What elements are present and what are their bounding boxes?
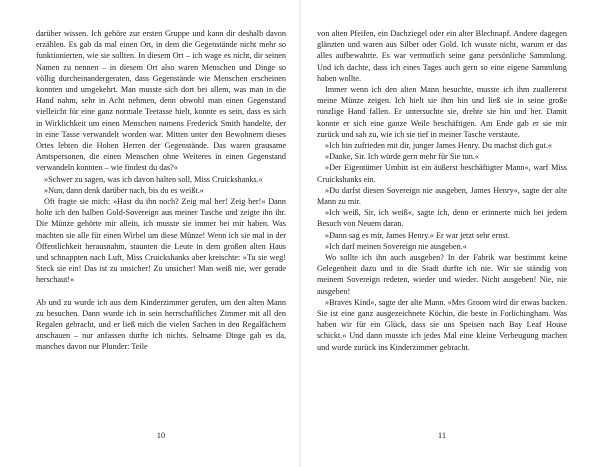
page-number-right: 11 xyxy=(437,430,447,440)
paragraph: Wo sollte ich ihn auch ausgeben? In der Fabrik war bestimmt keine Gelegenheit dazu und in die Stadt durfte ich nie. Wir sie ständig von meinem Sovereign redeten, wieder und wieder. Nicht ausgeben! Nie, nie ausgeben! xyxy=(317,253,567,296)
paragraph: »Dann sag es mir, James Henry.« Er war jetzt sehr ernst. xyxy=(325,230,510,240)
paragraph: Immer wenn ich den alten Mann besuchte, musste ich ihm zuallererst meine Münze zeigen. Ich hielt sie ihm hin und ließ sie in seine große runzlige Hand fallen. Er untersuchte sie, drehte sie hin und her. Damit konnte er sich eine ganze Weile beschäftigen. Am Ende gab er sie mir zurück und sah zu, wie ich sie tief in meiner Tasche verstaute. xyxy=(317,85,567,139)
paragraph: »Der Eigentümer Umbitt ist ein äußerst beschäftigter Mann«, warf Miss Cruickshanks ein. xyxy=(317,163,567,184)
paragraph: von alten Pfeifen, ein Dachziegel oder ein alter Blechnapf. Andere dagegen glänzten und waren aus Silber oder Gold. Ich wusste nicht, warum er das alles aufbewahrte. Es war vermutlich seine ganz persönliche Sammlung. Und ich dachte, dass ich eines Tages auch gern so eine eigene Sammlung haben wollte. xyxy=(317,29,567,83)
paragraph: »Ich darf meinen Sovereign nie ausgeben.« xyxy=(325,241,467,251)
paragraph: darüber wissen. Ich gehöre zur ersten Gruppe und kann dir deshalb davon erzählen. Es gab da mal einen Ort, in dem die Gegenstände nicht mehr so funktionierten, wie sie sollten. In diesem Ort – ich wage es nicht, dir seinen Namen zu nennen – in diesem Ort also waren Menschen und Dinge so völlig durcheinandergeraten, dass Gegenstände wie Menschen erscheinen konnten und umgekehrt. Man musste sich dort bei allem, was man in die Hand nahm, sehr in Acht nehmen, denn obwohl man einen Gegenstand vielleicht für eine ganz normale Teetasse hielt, konnte es sein, dass es sich in Wirklichkeit um einen Menschen namens Frederick Smith handelte, der in eine Tasse verwandelt worden war. Mitten unter den Bewohnern dieses Ortes lebten die Hohen Herren der Gegenstände. Das waren grausame Amtspersonen, die einen Menschen ohne Weiteres in einen Gegenstand verwandeln konnten – wie findest du das?« xyxy=(36,29,286,173)
right-page xyxy=(317,28,567,353)
paragraph: »Braves Kind«, sagte der alte Mann. »Mrs Groom wird dir etwas backen. Sie ist eine ganz ausgezeichnete Köchin, die beste in Forlichingham. Was haben wir für ein Glück, dass sie uns Speisen nach Bay Leaf House schickt.« Und dann musste ich jedes Mal eine kleine Verbeugung machen und wurde zurück ins Kinderzimmer gebracht. xyxy=(317,297,567,352)
book-gutter xyxy=(299,0,301,467)
paragraph: Oft fragte sie mich: »Hast du ihn noch? Zeig mal her! Zeig her!« Dann holte ich den halben Gold-Sovereign aus meiner Tasche und zeigte ihn ihr. Die Münze gehörte mir allein, ich musste sie immer bei mir haben. Was machten sie alle für einen Wirbel um diese Münze! Wenn ich sie mal in der Öffentlichkeit herausnahm, staunten die Leute in dem großen alten Haus und schnappten nach Luft, Miss Cruickshanks aber kreischte: »Tu sie weg! Steck sie ein! Das ist zu unsicher! Zu unsicher! Man weiß nie, wer gerade herschaut!« xyxy=(36,197,286,285)
paragraph: »Ich bin zufrieden mit dir, junger James Henry. Du machst dich gut.« xyxy=(325,141,552,151)
left-page xyxy=(36,28,286,353)
paragraph: »Ich weiß, Sir, ich weiß«, sagte ich, denn er erinnerte mich bei jedem Besuch von Neuem daran. xyxy=(317,208,567,229)
paragraph: »Schwer zu sagen, was ich davon halten soll, Miss Cruickshanks.« xyxy=(44,174,263,184)
paragraph: »Nun, dann denk darüber nach, bis du es weißt.« xyxy=(44,185,204,195)
page-number-left: 10 xyxy=(156,430,166,440)
section-break xyxy=(36,286,286,297)
paragraph: »Du darfst diesen Sovereign nie ausgeben, James Henry«, sagte der alte Mann zu mir. xyxy=(317,185,567,207)
paragraph: Ab und zu wurde ich aus dem Kinderzimmer gerufen, um den alten Mann zu besuchen. Dann wurde ich in sein herrschaftliches Zimmer mit all den Regalen gebracht, und er ließ mich die vielen Sachen in den Regalfächern anschauen – nur anfassen durfte ich nichts. Seltsame Dinge gab es da, manches davon nur Plunder: Teile xyxy=(36,297,286,352)
paragraph: »Danke, Sir. Ich würde gern mehr für Sie tun.« xyxy=(325,152,479,162)
